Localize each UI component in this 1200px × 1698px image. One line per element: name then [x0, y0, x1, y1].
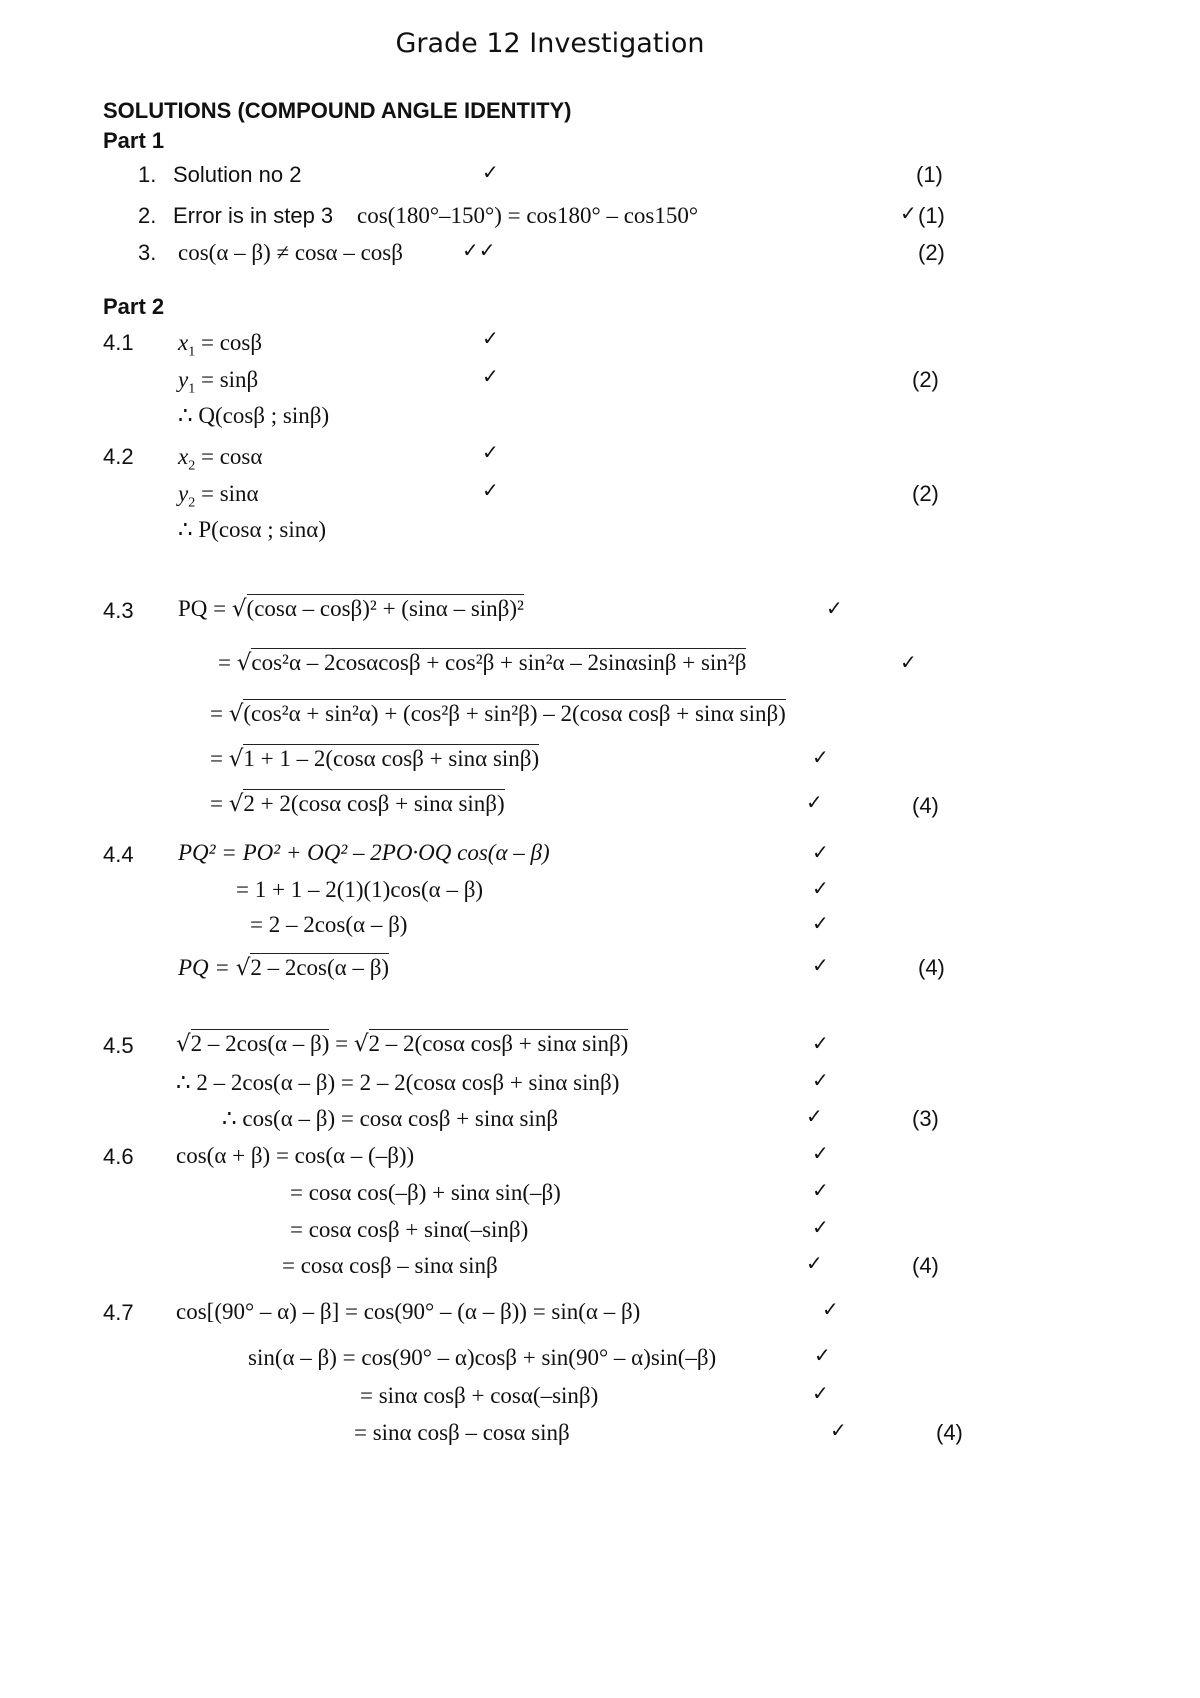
sqrt-symbol: √ — [353, 1031, 369, 1057]
q43-line-2: = √cos²α – 2cosαcosβ + cos²β + sin²α – 2sinαsinβ + sin²β — [218, 650, 747, 676]
q41-line-2: $y_1 = \sin\beta$ — [178, 367, 259, 397]
check-icon: ✓ — [812, 1215, 829, 1239]
question-number: 4.6 — [103, 1144, 134, 1169]
check-icon: ✓ — [812, 1031, 829, 1055]
check-icon: ✓ — [900, 201, 917, 225]
marks-label: (2) — [912, 481, 939, 506]
sqrt-symbol: √ — [228, 701, 244, 727]
q46-line-2: = cosα cos(–β) + sinα sin(–β) — [290, 1180, 561, 1205]
q43-line-1: PQ = √(cosα – cosβ)² + (sinα – sinβ)² — [178, 596, 524, 622]
item-number: 2. — [138, 203, 157, 228]
check-icon: ✓ — [812, 953, 829, 977]
check-icon: ✓ — [806, 1104, 823, 1128]
sqrt-symbol: √ — [231, 596, 247, 622]
check-icon: ✓ — [812, 745, 829, 769]
check-icon: ✓ — [812, 911, 829, 935]
check-icon: ✓ — [812, 1068, 829, 1092]
question-number: 4.5 — [103, 1033, 134, 1058]
check-icon: ✓ — [482, 440, 499, 464]
marks-label: (4) — [918, 955, 945, 980]
check-icon: ✓ — [812, 876, 829, 900]
q44-line-1: PQ² = PO² + OQ² – 2PO·OQ cos(α – β) — [178, 840, 550, 865]
q47-line-3: = sinα cosβ + cosα(–sinβ) — [360, 1383, 599, 1408]
marks-label: (1) — [916, 162, 943, 187]
q46-line-1: cos(α + β) = cos(α – (–β)) — [176, 1143, 415, 1168]
marks-label: (1) — [918, 203, 945, 228]
question-number: 4.7 — [103, 1300, 134, 1325]
q45-line-3: ∴ cos(α – β) = cosα cosβ + sinα sinβ — [222, 1106, 559, 1131]
marks-label: (2) — [912, 367, 939, 392]
q43-line-4: = √1 + 1 – 2(cosα cosβ + sinα sinβ) — [210, 746, 540, 772]
sqrt-symbol: √ — [228, 746, 244, 772]
q41-line-1: $x_1 = \cos\beta$ — [178, 330, 263, 360]
check-icon: ✓ — [822, 1297, 839, 1321]
q46-line-3: = cosα cosβ + sinα(–sinβ) — [290, 1217, 529, 1242]
q45-line-1: √2 – 2cos(α – β) = √2 – 2(cosα cosβ + sinα sinβ) — [176, 1031, 629, 1057]
question-number: 4.2 — [103, 444, 134, 469]
q42-line-2: $y_2 = \sin\alpha$ — [178, 481, 259, 511]
question-number: 4.1 — [103, 330, 134, 355]
check-icon: ✓ — [830, 1418, 847, 1442]
sqrt-symbol: √ — [236, 650, 252, 676]
item-text: Solution no 2 — [173, 162, 302, 187]
q44-line-3: = 2 – 2cos(α – β) — [250, 912, 408, 937]
marks-label: (3) — [912, 1106, 939, 1131]
item-number: 3. — [138, 240, 157, 265]
q42-line-3: ∴ P(cosα ; sinα) — [178, 517, 326, 542]
part2-heading: Part 2 — [103, 294, 165, 319]
check-icon: ✓ — [812, 1178, 829, 1202]
q41-line-3: ∴ Q(cosβ ; sinβ) — [178, 403, 330, 428]
check-icon: ✓✓ — [462, 238, 496, 262]
check-icon: ✓ — [482, 364, 499, 388]
check-icon: ✓ — [482, 160, 499, 184]
item-math: cos(α – β) ≠ cosα – cosβ — [178, 240, 403, 265]
part1-heading: Part 1 — [103, 128, 165, 153]
q46-line-4: = cosα cosβ – sinα sinβ — [282, 1253, 498, 1278]
item-text: Error is in step 3 — [173, 203, 334, 228]
question-number: 4.4 — [103, 842, 134, 867]
marks-label: (4) — [912, 1253, 939, 1278]
q44-line-4: PQ = √2 – 2cos(α – β) — [178, 955, 390, 981]
sqrt-symbol: √ — [228, 791, 244, 817]
check-icon: ✓ — [826, 596, 843, 620]
check-icon: ✓ — [812, 1381, 829, 1405]
q43-line-5: = √2 + 2(cosα cosβ + sinα sinβ) — [210, 791, 505, 817]
marks-label: (4) — [936, 1420, 963, 1445]
marks-label: (4) — [912, 793, 939, 818]
item-number: 1. — [138, 162, 157, 187]
q43-line-3: = √(cos²α + sin²α) + (cos²β + sin²β) – 2(cosα cosβ + sinα sinβ) — [210, 701, 786, 727]
check-icon: ✓ — [812, 840, 829, 864]
q42-line-1: $x_2 = \cos\alpha$ — [178, 444, 263, 474]
check-icon: ✓ — [814, 1343, 831, 1367]
q45-line-2: ∴ 2 – 2cos(α – β) = 2 – 2(cosα cosβ + sinα sinβ) — [176, 1070, 620, 1095]
solutions-heading: SOLUTIONS (COMPOUND ANGLE IDENTITY) — [103, 98, 572, 123]
check-icon: ✓ — [482, 478, 499, 502]
check-icon: ✓ — [806, 790, 823, 814]
q47-line-4: = sinα cosβ – cosα sinβ — [354, 1420, 570, 1445]
sqrt-symbol: √ — [235, 955, 251, 981]
page-title: Grade 12 Investigation — [395, 28, 705, 59]
check-icon: ✓ — [812, 1141, 829, 1165]
q44-line-2: = 1 + 1 – 2(1)(1)cos(α – β) — [236, 877, 484, 902]
sqrt-symbol: √ — [176, 1031, 191, 1057]
check-icon: ✓ — [482, 326, 499, 350]
marks-label: (2) — [918, 240, 945, 265]
q47-line-2: sin(α – β) = cos(90° – α)cosβ + sin(90° – α)sin(–β) — [248, 1345, 717, 1370]
question-number: 4.3 — [103, 598, 134, 623]
q47-line-1: cos[(90° – α) – β] = cos(90° – (α – β)) = sin(α – β) — [176, 1299, 641, 1324]
check-icon: ✓ — [806, 1251, 823, 1275]
item-math: cos(180°–150°) = cos180° – cos150° — [357, 203, 699, 228]
check-icon: ✓ — [900, 650, 917, 674]
